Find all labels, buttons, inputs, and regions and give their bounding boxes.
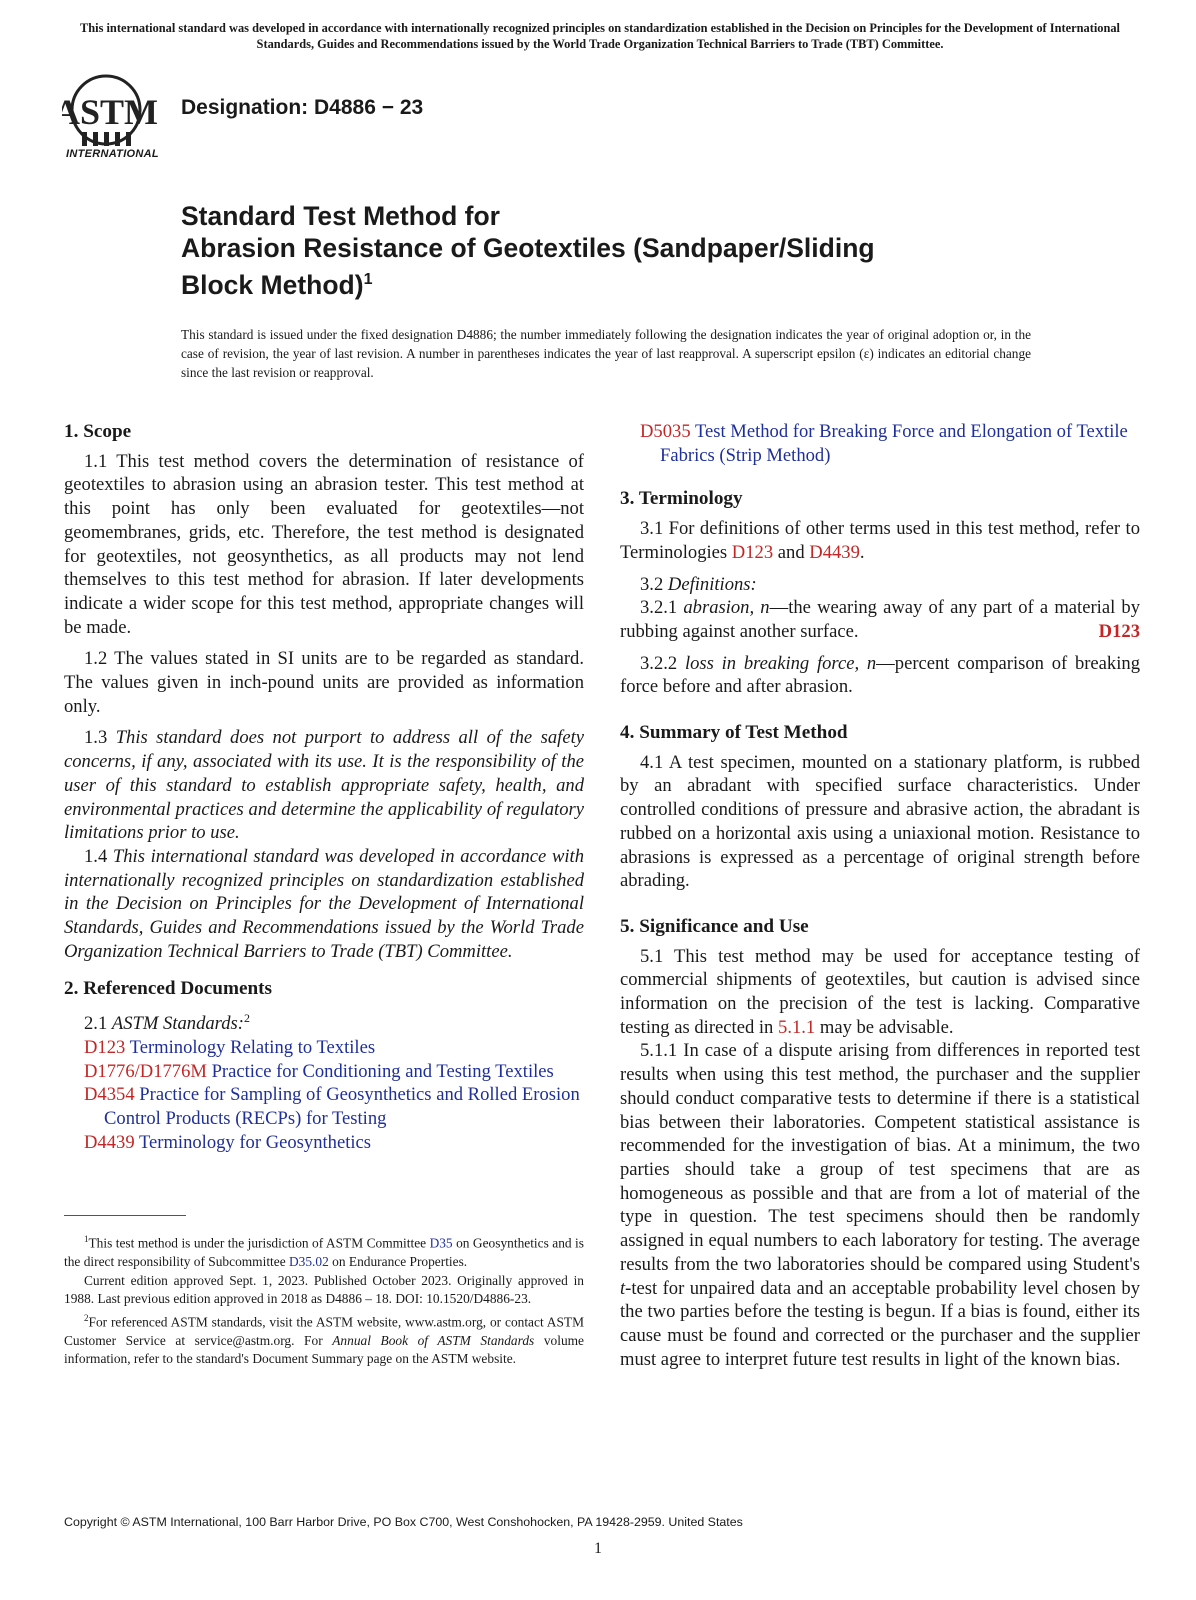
paragraph-3-2 (620, 573, 1140, 597)
reference-code[interactable]: D1776/D1776M (84, 1060, 207, 1082)
footnote-marker: 2 (84, 1313, 89, 1324)
paragraph-number: 3.2.1 (640, 597, 684, 619)
paragraph-text: 5.1.1 In case of a dispute arising from differences in reported test results when using this test method, the purchaser and the supplier should conduct comparative tests to determine if there is a statistical bias between their laboratories. Competent statistical assistance is recommended for the investigation of bias. At a minimum, the two parties should take a group of test specimens that are as homogeneous as possible and that are from a lot of material of the type in question. The test specimens should then be randomly assigned in equal numbers to each laboratory for testing. The average results from the two laboratories should be compared using Student's (620, 1040, 1140, 1275)
reference-item[interactable] (84, 1060, 584, 1084)
paragraph-number: 2.1 (84, 1013, 112, 1035)
paragraph-2-1 (64, 1007, 584, 1036)
paragraph-4-1: 4.1 A test specimen, mounted on a stationary platform, is rubbed by an abradant with specified surface characteristics. Under controlled conditions of pressure and abrasive action, the abradant is rubbed on a horizontal axis using a uniaxional motion. Resistance to abrasions is expressed as a percentage of original strength before abrading. (620, 751, 1140, 892)
title-line-1: Standard Test Method for (181, 201, 500, 231)
copyright-notice: Copyright © ASTM International, 100 Barr Harbor Drive, PO Box C700, West Conshohocken, PA 19428-2959. United States (64, 1515, 743, 1529)
definition-term: abrasion, n (683, 597, 770, 619)
left-column (64, 420, 584, 1155)
paragraph-3-2-2 (620, 652, 1140, 699)
paragraph-number: 1.3 (84, 727, 116, 749)
section-heading-significance: 5. Significance and Use (620, 915, 809, 937)
paragraph-text: t (620, 1277, 626, 1299)
definition-text: —percent comparison of breaking force before and after abrasion. (620, 652, 1140, 698)
reference-item[interactable] (84, 1036, 584, 1060)
footnote-text: on Geosynthetics and is the direct responsibility of Subcommittee (64, 1235, 584, 1269)
section-heading-terminology: 3. Terminology (620, 488, 743, 510)
paragraph-3-2-1 (620, 596, 1140, 643)
reference-code[interactable]: D4354 (84, 1084, 135, 1106)
footnote-marker: 1 (84, 1234, 89, 1244)
reference-list-continued (620, 420, 1140, 467)
paragraph-1-3 (64, 726, 584, 845)
document-title (181, 200, 1081, 301)
footnote-text: For referenced ASTM standards, visit the ASTM website, www.astm.org, or contact ASTM Customer Service at service@astm.org. For (64, 1314, 584, 1348)
subcommittee-link[interactable]: D35.02 (289, 1253, 329, 1269)
paragraph-text: Definitions: (667, 573, 757, 595)
reference-list (64, 1036, 584, 1155)
reference-code[interactable]: D5035 (640, 421, 691, 442)
definition-text: —the wearing away of any part of a material by rubbing against another surface. (620, 597, 1140, 642)
title-line-3-text: Block Method) (181, 269, 364, 300)
title-line-2: Abrasion Resistance of Geotextiles (Sandpaper/Sliding (181, 233, 875, 263)
top-notice: This international standard was developed in accordance with internationally recognized principles on standardization established in the Decision on Principles for the Development of International Standards, Guides and Recommendations issued by the World Trade Organization Technical Barriers to Trade (TBT) Committee. (79, 21, 1121, 51)
paragraph-text: and (773, 541, 810, 563)
reference-title[interactable]: Terminology Relating to Textiles (129, 1037, 376, 1059)
definition-source-link[interactable]: D123 (1098, 620, 1140, 642)
footnotes (64, 1230, 584, 1369)
footnote-1 (64, 1230, 584, 1271)
footnote-ref[interactable]: 2 (243, 1011, 250, 1026)
footnote-text: Annual Book of ASTM Standards (332, 1332, 535, 1348)
section-heading-scope: 1. Scope (64, 421, 132, 442)
page-number: 1 (594, 1540, 602, 1557)
reference-title[interactable]: Practice for Sampling of Geosynthetics and Rolled Erosion Control Products (RECPs) for Testing (104, 1084, 580, 1130)
paragraph-text: ASTM Standards: (111, 1013, 244, 1035)
reference-code[interactable]: D4439 (84, 1131, 135, 1153)
footnote-2 (64, 1309, 584, 1368)
definition-term: loss in breaking force, n (684, 652, 877, 674)
footnote-text: volume information, refer to the standard's Document Summary page on the ASTM website. (64, 1332, 584, 1367)
footnote-text: This test method is under the jurisdiction of ASTM Committee (88, 1235, 430, 1251)
reference-code[interactable]: D123 (84, 1037, 126, 1059)
committee-link[interactable]: D35 (429, 1235, 453, 1251)
paragraph-text: . (859, 541, 865, 563)
title-footnote-ref[interactable]: 1 (363, 271, 373, 288)
right-column (620, 420, 1140, 1379)
paragraph-text: may be advisable. (815, 1016, 954, 1038)
paragraph-number: 1.4 (84, 845, 113, 867)
d4439-link[interactable]: D4439 (809, 541, 860, 563)
paragraph-1-1: 1.1 This test method covers the determination of resistance of geotextiles to abrasion using an abrasion tester. This test method at this point has only been evaluated for geotextiles—not geomembranes, grids, etc. Therefore, the test method is designated for geotextiles, not geosynthetics, as all products may not lend themselves to this test method for abrasion. If later developments indicate a wider scope for this test method, appropriate changes will be made. (64, 450, 584, 638)
paragraph-5-1 (620, 945, 1140, 1040)
paragraph-text: This international standard was developed in accordance with internationally recognized principles on standardization established in the Decision on Principles for the Development of International Standards, Guides and Recommendations issued by the World Trade Organization Technical Barriers to Trade (TBT) Committee. (64, 845, 585, 962)
paragraph-1-4 (64, 845, 584, 964)
paragraph-1-2: 1.2 The values stated in SI units are to be regarded as standard. The values given in inch-pound units are provided as information only. (64, 648, 584, 717)
paragraph-text: This standard does not purport to address all of the safety concerns, if any, associated with its use. It is the responsibility of the user of this standard to establish appropriate safety, health, and environmental practices and determine the applicability of regulatory limitations prior to use. (64, 727, 584, 844)
section-heading-summary: 4. Summary of Test Method (620, 722, 848, 744)
logo-text: INTERNATIONAL (66, 148, 159, 160)
paragraph-3-1 (620, 517, 1140, 564)
paragraph-text: 3.1 For definitions of other terms used in this test method, refer to Terminologies (620, 518, 1140, 563)
section-heading-referenced-documents: 2. Referenced Documents (64, 978, 272, 1000)
reference-title[interactable]: Test Method for Breaking Force and Elongation of Textile Fabrics (Strip Method) (660, 421, 1128, 466)
paragraph-text: 5.1 This test method may be used for acceptance testing of commercial shipments of geotextiles, but caution is advised since information on the precision of the test is lacking. Comparative testing as directed in (620, 945, 1140, 1038)
d123-link[interactable]: D123 (731, 541, 774, 563)
issue-note: This standard is issued under the fixed designation D4886; the number immediately following the designation indicates the year of original adoption or, in the case of revision, the year of last revision. A number in parentheses indicates the year of last reapproval. A superscript epsilon (ε) indicates an editorial change since the last revision or reapproval. (181, 327, 1031, 380)
footnote-text: on Endurance Properties. (328, 1253, 468, 1269)
title-line-3 (181, 264, 1081, 301)
designation: Designation: D4886 − 23 (181, 96, 424, 119)
footnote-divider (64, 1215, 186, 1216)
footnote-1-edition: Current edition approved Sept. 1, 2023. Published October 2023. Originally approved in 1988. Last previous edition approved in 2018 as D4886 – 18. DOI: 10.1520/D4886-23. (64, 1272, 584, 1307)
reference-item[interactable] (84, 1131, 584, 1155)
section-5-1-1-link[interactable]: 5.1.1 (778, 1016, 816, 1038)
reference-item[interactable] (640, 420, 1140, 467)
reference-title[interactable]: Practice for Conditioning and Testing Textiles (211, 1060, 554, 1082)
reference-title[interactable]: Terminology for Geosynthetics (138, 1131, 372, 1153)
paragraph-number: 3.2 (640, 573, 668, 595)
paragraph-number: 3.2.2 (640, 652, 685, 674)
svg-text:ASTM: ASTM (62, 92, 159, 132)
reference-item[interactable] (84, 1083, 584, 1130)
paragraph-5-1-1 (620, 1039, 1140, 1371)
paragraph-text: -test for unpaired data and an acceptable probability level chosen by the two parties before the testing is begun. If a bias is found, either its cause must be found and corrected or the purchaser and the supplier must agree to interpret future test results in light of the known bias. (620, 1277, 1140, 1370)
astm-logo (62, 70, 174, 170)
